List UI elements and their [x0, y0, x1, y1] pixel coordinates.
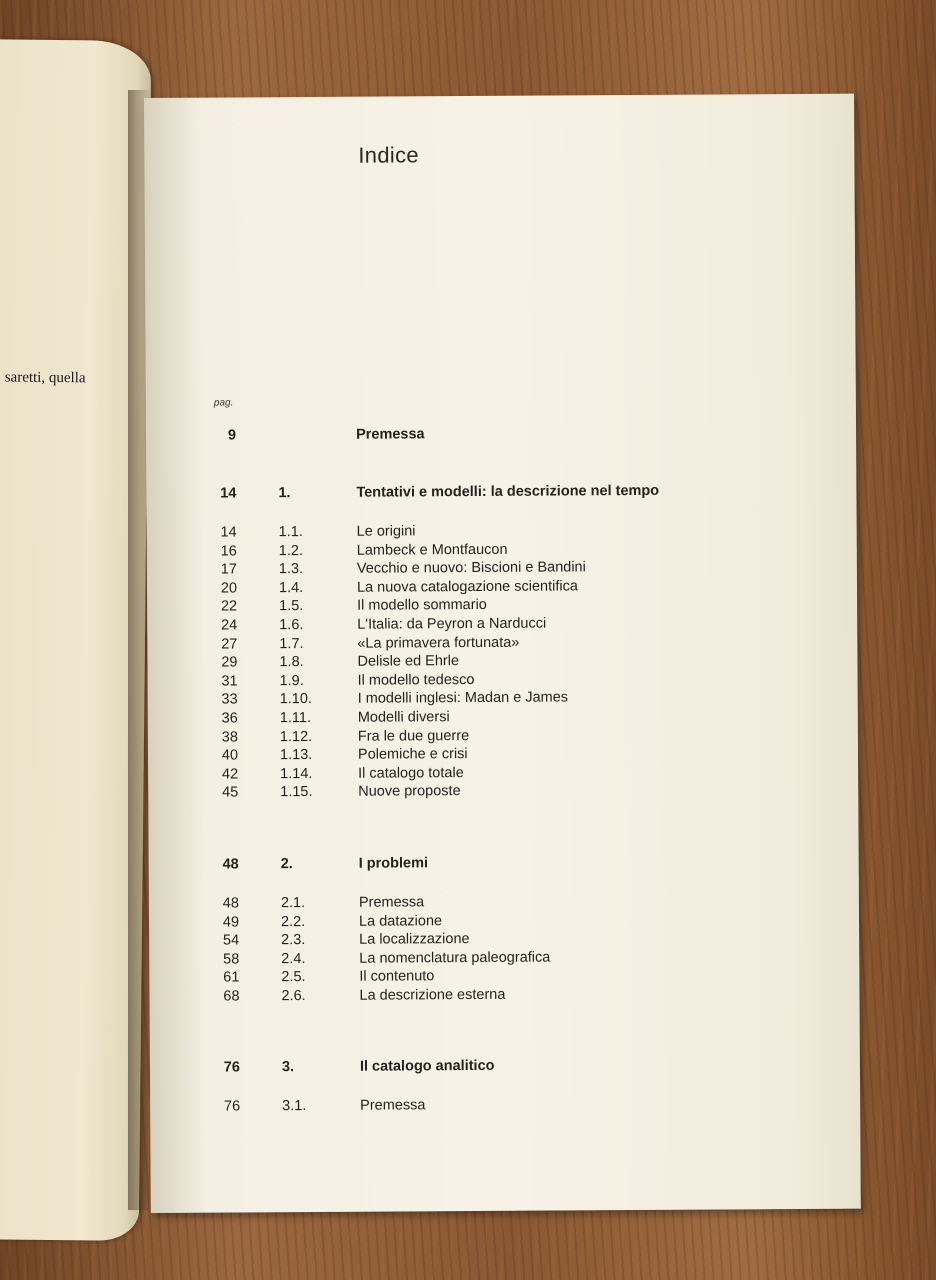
toc-page-number: 76 [223, 1059, 240, 1076]
toc-page-number: 14 [220, 485, 237, 502]
toc-section-number: 1.15. [280, 784, 313, 801]
toc-section-number: 2.3. [281, 932, 306, 949]
toc-title: Premessa [356, 426, 425, 443]
toc-chapter-row [149, 853, 849, 879]
toc-premessa [146, 424, 846, 450]
toc-section-number: 1.4. [278, 579, 304, 596]
toc-section-title: Polemiche e crisi [357, 746, 468, 763]
index-page [144, 94, 861, 1213]
toc-page-number: 76 [223, 1098, 241, 1115]
toc-page-number: 33 [221, 691, 238, 708]
toc-page-number: 31 [221, 673, 238, 690]
toc-section-number: 1.6. [279, 617, 304, 634]
toc-page-number: 45 [222, 784, 239, 801]
toc-chapter-number: 1. [278, 485, 291, 502]
toc-page-number: 14 [220, 524, 237, 541]
toc-page-number: 27 [221, 636, 238, 653]
toc-section-title: La descrizione esterna [359, 986, 506, 1004]
toc-section-number: 2.2. [280, 913, 306, 930]
toc-spacer [148, 817, 848, 857]
toc-section-title: Modelli diversi [357, 709, 450, 726]
toc-chapter-number: 2. [280, 856, 293, 873]
toc-page-number: 68 [223, 988, 240, 1005]
toc-section-number: 2.6. [281, 987, 306, 1005]
toc-section-number: 1.13. [279, 747, 313, 764]
left-page-text-fragment: saretti, quella [4, 369, 86, 387]
toc-section-title: La localizzazione [359, 931, 470, 948]
toc-section-title: Vecchio e nuovo: Biscioni e Bandini [356, 559, 586, 577]
toc-section-title: La nomenclatura paleografica [359, 949, 551, 967]
toc-section-title: Premessa [358, 894, 425, 911]
toc-page-number: 40 [221, 747, 239, 764]
toc-section-title: I modelli inglesi: Madan e James [357, 689, 569, 708]
toc-section-number: 1.11. [279, 709, 312, 727]
toc-section-number: 1.8. [279, 654, 304, 671]
toc-page-number: 36 [221, 710, 238, 727]
toc-section-number: 1.3. [278, 561, 304, 578]
toc-page-number: 58 [223, 951, 240, 968]
toc-section-title: Il catalogo totale [358, 764, 464, 782]
toc-section-title: Delisle ed Ehrle [357, 653, 460, 670]
toc-section-number: 1.7. [279, 635, 304, 652]
toc-chapter-number: 3. [281, 1059, 295, 1076]
toc-section-number: 1.1. [278, 524, 303, 541]
toc-section-number: 1.5. [279, 598, 304, 615]
toc-section-number: 1.12. [279, 728, 313, 745]
table-of-contents [146, 424, 850, 1118]
toc-section-number: 3.1. [282, 1098, 307, 1115]
toc-chapter-title: Tentativi e modelli: la descrizione nel tempo [356, 482, 660, 501]
toc-section-title: «La primavera fortunata» [357, 634, 520, 652]
toc-page-number: 17 [220, 561, 237, 578]
toc-section-title: Premessa [360, 1097, 426, 1115]
toc-chapter-row [150, 1056, 850, 1082]
toc-page-number: 48 [222, 895, 239, 912]
page-title: Indice [358, 142, 419, 168]
toc-section-number: 1.14. [280, 765, 313, 782]
toc-section-number: 2.5. [281, 969, 306, 986]
toc-section-title: Il contenuto [359, 968, 435, 985]
toc-section-number: 2.4. [281, 950, 306, 967]
toc-section-title: Le origini [356, 523, 416, 540]
toc-section-title: L'Italia: da Peyron a Narducci [357, 615, 547, 633]
toc-chapter-title: I problemi [358, 855, 429, 872]
toc-section-row [150, 1095, 850, 1118]
toc-spacer [146, 446, 846, 486]
toc-page-number: 42 [221, 766, 239, 783]
toc-section-number: 2.1. [280, 894, 306, 912]
toc-page-number: 9 [227, 427, 237, 444]
toc-chapter-title: Il catalogo analitico [359, 1058, 495, 1076]
toc-page-number: 61 [223, 969, 240, 986]
toc-section-title: Fra le due guerre [357, 727, 470, 745]
toc-spacer [150, 1020, 850, 1060]
toc-page-number: 22 [220, 598, 238, 615]
toc-section-title: Nuove proposte [358, 783, 461, 801]
toc-page-number: 24 [221, 617, 238, 634]
toc-section-number: 1.9. [279, 672, 304, 689]
toc-page-number: 16 [220, 543, 237, 560]
toc-page-number: 29 [221, 654, 238, 671]
toc-section-number: 1.10. [279, 691, 312, 708]
toc-page-number: 49 [222, 913, 240, 931]
pag-column-label: pag. [213, 397, 234, 409]
toc-section-title: Il modello sommario [357, 597, 487, 615]
toc-page-number: 38 [221, 728, 238, 746]
toc-page-number: 54 [222, 932, 240, 949]
toc-page-number: 20 [220, 580, 238, 597]
chapters-list [146, 446, 850, 1118]
toc-section-number: 1.2. [278, 542, 304, 559]
toc-section-title: Il modello tedesco [357, 671, 475, 689]
toc-section-title: La nuova catalogazione scientifica [356, 578, 578, 596]
toc-page-number: 48 [222, 856, 239, 873]
toc-section-title: La datazione [358, 912, 443, 930]
toc-section-title: Lambeck e Montfaucon [356, 541, 508, 559]
toc-chapter-row [146, 482, 846, 508]
